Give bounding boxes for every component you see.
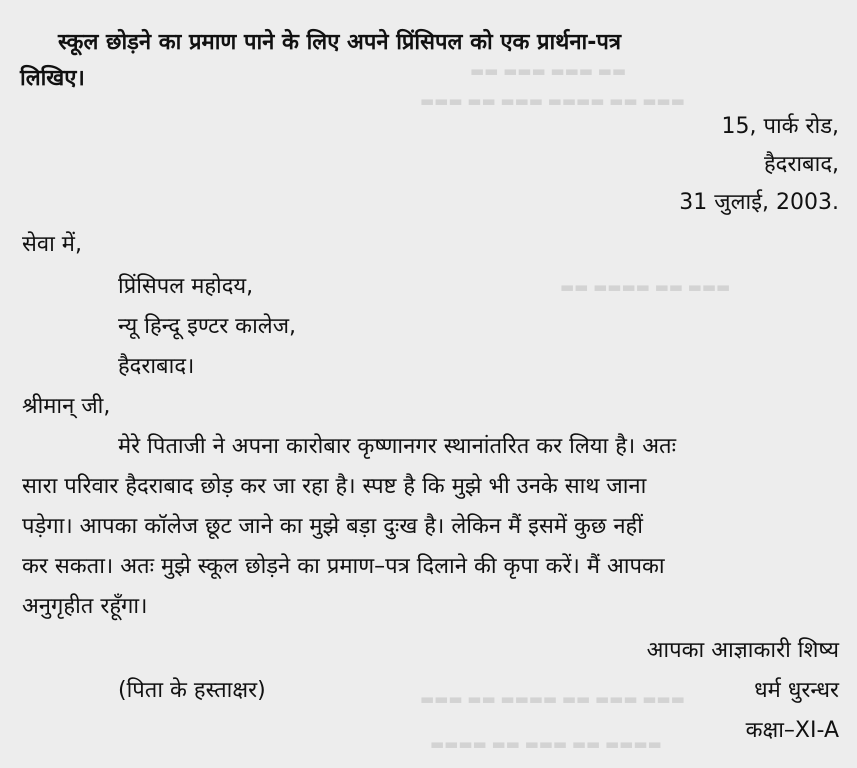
- sender-street: 15, पार्क रोड,: [721, 114, 839, 139]
- sender-city: हैदराबाद,: [764, 152, 839, 177]
- recipient-institution: न्यू हिन्दू इण्टर कालेज,: [118, 314, 297, 339]
- body-line: कर सकता। अतः मुझे स्कूल छोड़ने का प्रमाण–पत्र दिलाने की कृपा करें। मैं आपका: [22, 554, 665, 579]
- bleed-through-mark: ▬▬▬ ▬▬ ▬▬▬ ▬▬▬▬ ▬▬ ▬▬▬: [420, 92, 685, 110]
- question-line-2: लिखिए।: [20, 66, 85, 91]
- sign-off: आपका आज्ञाकारी शिष्य: [646, 638, 839, 663]
- body-line: अनुगृहीत रहूँगा।: [22, 594, 148, 619]
- father-signature-label: (पिता के हस्ताक्षर): [118, 678, 266, 703]
- student-name: धर्म धुरन्धर: [754, 678, 839, 703]
- bleed-through-mark: ▬▬ ▬▬▬▬ ▬▬ ▬▬▬: [560, 278, 731, 296]
- greeting: श्रीमान् जी,: [22, 394, 111, 419]
- recipient-city: हैदराबाद।: [118, 354, 195, 379]
- question-line-1: स्कूल छोड़ने का प्रमाण पाने के लिए अपने प्रिंसिपल को एक प्रार्थना-पत्र: [58, 30, 621, 55]
- body-line: मेरे पिताजी ने अपना कारोबार कृष्णानगर स्थानांतरित कर लिया है। अतः: [118, 434, 677, 459]
- recipient-title: प्रिंसिपल महोदय,: [118, 274, 254, 299]
- salutation-to: सेवा में,: [22, 232, 82, 257]
- bleed-through-mark: ▬▬▬ ▬▬ ▬▬▬▬ ▬▬ ▬▬▬ ▬▬▬: [420, 690, 685, 708]
- body-line: सारा परिवार हैदराबाद छोड़ कर जा रहा है। स्पष्ट है कि मुझे भी उनके साथ जाना: [22, 474, 647, 499]
- bleed-through-mark: ▬▬▬▬ ▬▬ ▬▬▬ ▬▬ ▬▬▬▬: [430, 735, 662, 753]
- bleed-through-mark: ▬▬ ▬▬▬ ▬▬▬ ▬▬: [470, 62, 627, 80]
- letter-date: 31 जुलाई, 2003.: [679, 190, 839, 215]
- student-class: कक्षा–XI-A: [745, 718, 839, 743]
- body-line: पड़ेगा। आपका कॉलेज छूट जाने का मुझे बड़ा दुःख है। लेकिन मैं इसमें कुछ नहीं: [22, 514, 643, 539]
